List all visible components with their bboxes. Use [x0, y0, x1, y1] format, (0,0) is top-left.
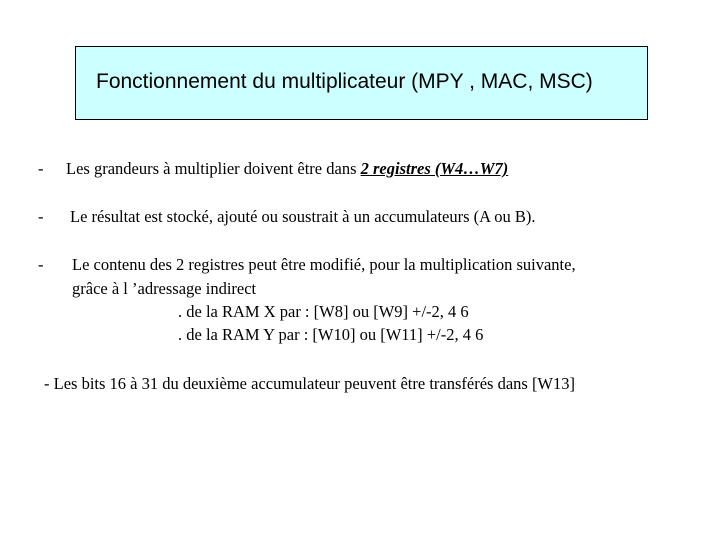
bullet-dash-3: - [38, 255, 44, 274]
bullet-text-1 [66, 159, 508, 179]
footer-note: - Les bits 16 à 31 du deuxième accumulateur peuvent être transférés dans [W13] [44, 374, 576, 393]
bullet-1-text: Les grandeurs à multiplier doivent être dans [66, 159, 361, 178]
bullet-3-line-2: grâce à l ’adressage indirect [72, 279, 257, 298]
bullet-1-emphasis: 2 registres (W4…W7) [360, 159, 509, 178]
bullet-dash-2: - [38, 207, 44, 226]
bullet-3-line-1: Le contenu des 2 registres peut être modifié, pour la multiplication suivante, [72, 255, 576, 274]
bullet-text-2: Le résultat est stocké, ajouté ou soustrait à un accumulateurs (A ou B). [70, 207, 536, 226]
bullet-3-line-4: . de la RAM Y par : [W10] ou [W11] +/-2, 4 6 [178, 325, 484, 344]
title-box [75, 46, 648, 120]
bullet-dash-1: - [38, 159, 44, 178]
bullet-3-line-3: . de la RAM X par : [W8] ou [W9] +/-2, 4 6 [178, 302, 469, 321]
page-title: Fonctionnement du multiplicateur (MPY , MAC, MSC) [96, 70, 593, 93]
